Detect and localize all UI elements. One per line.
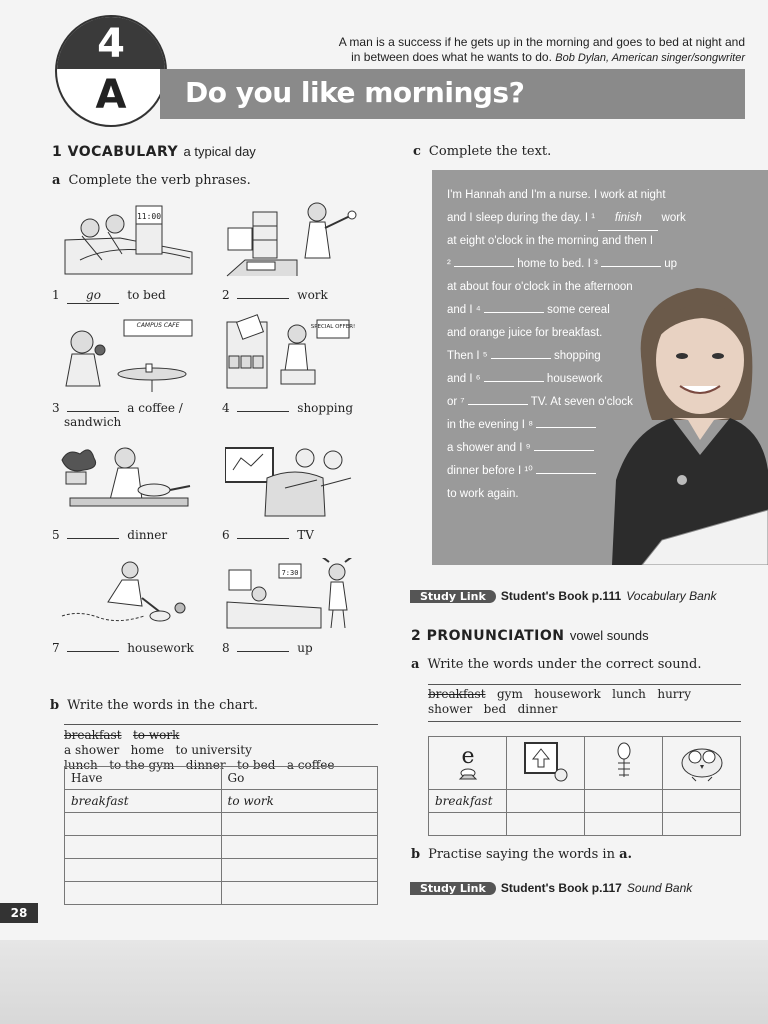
text-line-2 — [447, 207, 686, 231]
answer-blank[interactable] — [67, 538, 119, 539]
sound-cell[interactable] — [429, 813, 507, 836]
text-segment: in the evening I ⁸ — [447, 419, 534, 431]
text-line-7: and orange juice for breakfast. — [447, 327, 603, 339]
text-segment: dinner before I ¹⁰ — [447, 465, 533, 477]
chart-cell[interactable] — [221, 813, 378, 836]
scan-margin — [0, 940, 768, 1024]
text-blank-4[interactable] — [484, 312, 544, 313]
text-line-8 — [447, 345, 601, 368]
picture-housework — [60, 558, 195, 633]
text-line-1: I'm Hannah and I'm a nurse. I work at night — [447, 189, 666, 201]
pron-b-ref: a. — [619, 847, 633, 862]
item-number: 4 — [222, 401, 230, 415]
answer-blank[interactable] — [237, 298, 289, 299]
text-blank-3[interactable] — [601, 266, 661, 267]
picture-cafe — [60, 314, 195, 394]
text-segment: TV. At seven o'clock — [530, 396, 633, 408]
pron-a-letter: a — [411, 657, 420, 672]
sound-fish-icon — [585, 737, 663, 790]
sound-up-icon — [507, 737, 585, 790]
struck-word: breakfast — [64, 728, 122, 742]
text-blank-6[interactable] — [484, 381, 544, 382]
text-line-12 — [447, 437, 594, 460]
chart-header-go: Go — [221, 767, 378, 790]
vocab-a-text: Complete the verb phrases. — [68, 173, 251, 188]
vocab-item-6 — [222, 527, 314, 543]
unit-letter: A — [95, 72, 127, 118]
pron-b-instruction — [411, 846, 632, 864]
text-segment: and I ⁴ — [447, 304, 481, 316]
picture-cooking — [60, 440, 195, 520]
clock-label: 11:00 — [136, 212, 162, 221]
chart-cell[interactable]: to work — [221, 790, 378, 813]
text-line-14: to work again. — [447, 488, 519, 500]
study-link-2[interactable] — [410, 877, 692, 897]
pron-a-instruction — [411, 656, 701, 674]
item-number: 3 — [52, 401, 60, 415]
text-blank-7[interactable] — [468, 404, 528, 405]
complete-c-letter: c — [413, 144, 421, 159]
word-list: gym housework lunch hurry — [496, 687, 692, 701]
item-phrase: to bed — [127, 288, 166, 302]
chart-cell[interactable] — [221, 859, 378, 882]
vocab-heading-text: 1 VOCABULARY — [52, 144, 179, 160]
picture-tv — [225, 440, 360, 520]
text-line-6 — [447, 299, 610, 322]
word-box-b — [64, 724, 378, 772]
quote — [330, 35, 745, 66]
picture-wake-up — [225, 558, 360, 633]
pron-b-letter: b — [411, 847, 421, 862]
sound-cell[interactable] — [585, 813, 663, 836]
vocab-b-text: Write the words in the chart. — [67, 698, 259, 713]
text-blank-9[interactable] — [534, 450, 594, 451]
pron-heading — [411, 627, 649, 645]
study-link-book: Student's Book p.117 — [500, 881, 622, 895]
item-phrase: housework — [127, 641, 194, 655]
sound-cell[interactable] — [663, 790, 741, 813]
item-phrase: work — [297, 288, 328, 302]
sound-cell[interactable] — [507, 813, 585, 836]
text-blank-2[interactable] — [454, 266, 514, 267]
picture-shopping — [225, 314, 360, 394]
word-box-pron — [428, 684, 741, 722]
vocab-item-5 — [52, 527, 167, 543]
text-segment: some cereal — [547, 304, 610, 316]
text-segment: ² — [447, 258, 451, 270]
unit-number: 4 — [97, 21, 125, 67]
item-number: 6 — [222, 528, 230, 542]
item-phrase: up — [297, 641, 313, 655]
text-segment: Then I ⁵ — [447, 350, 488, 362]
vocab-subheading: a typical day — [183, 144, 256, 159]
quote-author: Bob Dylan, American singer/songwriter — [555, 52, 745, 64]
text-line-9 — [447, 368, 603, 391]
sound-cell[interactable]: breakfast — [429, 790, 507, 813]
vocab-item-4 — [222, 400, 353, 416]
text-blank-10[interactable] — [536, 473, 596, 474]
word-list: a shower home to university — [64, 743, 252, 757]
struck-word: breakfast — [428, 687, 486, 701]
svg-text:e: e — [460, 744, 475, 769]
chart-cell[interactable] — [65, 859, 222, 882]
text-segment: shopping — [553, 350, 601, 362]
page-title: Do you like mornings? — [185, 76, 525, 109]
text-line-10 — [447, 391, 633, 414]
study-link-1[interactable] — [410, 585, 717, 605]
pron-b-text: Practise saying the words in — [428, 847, 615, 862]
text-line-13 — [447, 460, 596, 483]
chart-cell[interactable] — [221, 882, 378, 905]
text-segment: housework — [546, 373, 603, 385]
text-segment: and I ⁶ — [447, 373, 481, 385]
text-line-4 — [447, 253, 677, 276]
item-number: 7 — [52, 641, 60, 655]
have-go-chart — [64, 766, 378, 905]
picture-bed — [60, 200, 195, 280]
item-phrase: dinner — [127, 528, 168, 542]
study-link-section: Sound Bank — [626, 881, 693, 895]
pron-a-text: Write the words under the correct sound. — [427, 657, 702, 672]
offer-sign: SPECIAL OFFER! — [310, 324, 356, 330]
answer-blank[interactable] — [67, 411, 119, 412]
study-link-book: Student's Book p.111 — [500, 589, 622, 603]
chart-cell[interactable] — [221, 836, 378, 859]
text-blank-8[interactable] — [536, 427, 596, 428]
text-segment: work — [661, 212, 686, 224]
complete-c-instruction — [413, 143, 551, 161]
sound-cell[interactable] — [663, 813, 741, 836]
complete-c-text: Complete the text. — [428, 144, 552, 159]
nurse-photo-panel — [432, 170, 768, 565]
sound-chart — [428, 736, 741, 836]
text-blank-5[interactable] — [491, 358, 551, 359]
item-number: 1 — [52, 288, 60, 302]
item-phrase: shopping — [297, 401, 354, 415]
unit-badge — [55, 15, 167, 127]
vocab-item-3-cont: sandwich — [64, 415, 122, 429]
study-link-badge: Study Link — [410, 590, 496, 603]
cafe-sign: CAMPUS CAFE — [136, 322, 180, 329]
text-segment: up — [664, 258, 677, 270]
answer-blank[interactable]: go — [67, 287, 119, 304]
picture-office — [225, 200, 360, 280]
vocab-item-7 — [52, 640, 194, 656]
word-box-line-2: lunch to the gym dinner to bed a coffee — [64, 758, 335, 772]
pron-heading-text: 2 PRONUNCIATION — [411, 628, 565, 644]
text-segment: home to bed. I ³ — [517, 258, 598, 270]
vocab-heading — [52, 143, 256, 161]
vocab-a-instruction — [52, 172, 251, 190]
vocab-item-2 — [222, 287, 328, 303]
vocab-item-8 — [222, 640, 313, 656]
word-list-2: shower bed dinner — [428, 702, 558, 716]
sound-cell[interactable] — [585, 790, 663, 813]
item-number: 5 — [52, 528, 60, 542]
answer-blank[interactable] — [237, 411, 289, 412]
answer-blank[interactable] — [237, 651, 289, 652]
item-number: 2 — [222, 288, 230, 302]
item-number: 8 — [222, 641, 230, 655]
chart-header-have: Have — [65, 767, 222, 790]
pron-subheading: vowel sounds — [569, 628, 649, 643]
item-phrase: a coffee / — [127, 401, 183, 415]
sound-owl-icon — [663, 737, 741, 790]
sound-egg-icon — [429, 737, 507, 790]
study-link-section: Vocabulary Bank — [626, 589, 717, 603]
study-link-badge: Study Link — [410, 882, 496, 895]
answer-blank[interactable] — [67, 651, 119, 652]
clock2-label: 7:30 — [281, 569, 299, 577]
text-line-5: at about four o'clock in the afternoon — [447, 281, 633, 293]
text-line-3: at eight o'clock in the morning and then I — [447, 235, 654, 247]
text-segment: and I sleep during the day. I ¹ — [447, 212, 596, 224]
chart-cell[interactable] — [65, 813, 222, 836]
vocab-b-instruction — [50, 697, 258, 715]
struck-word: to work — [132, 728, 180, 742]
chart-cell[interactable]: breakfast — [65, 790, 222, 813]
vocab-a-letter: a — [52, 173, 61, 188]
item-phrase: TV — [297, 528, 314, 542]
text-blank-1[interactable]: finish — [598, 207, 658, 231]
text-segment: a shower and I ⁹ — [447, 442, 531, 454]
vocab-item-1 — [52, 287, 166, 304]
vocab-b-letter: b — [50, 698, 60, 713]
chart-cell[interactable] — [65, 882, 222, 905]
sound-cell[interactable] — [507, 790, 585, 813]
answer-blank[interactable] — [237, 538, 289, 539]
text-segment: or ⁷ — [447, 396, 465, 408]
quote-text: A man is a success if he gets up in the morning and goes to bed at night and in between does what he wants to do. — [338, 35, 745, 64]
word-box-line-1 — [64, 728, 378, 758]
nurse-image — [602, 270, 768, 565]
text-line-11 — [447, 414, 596, 437]
chart-cell[interactable] — [65, 836, 222, 859]
page-number: 28 — [0, 903, 38, 923]
